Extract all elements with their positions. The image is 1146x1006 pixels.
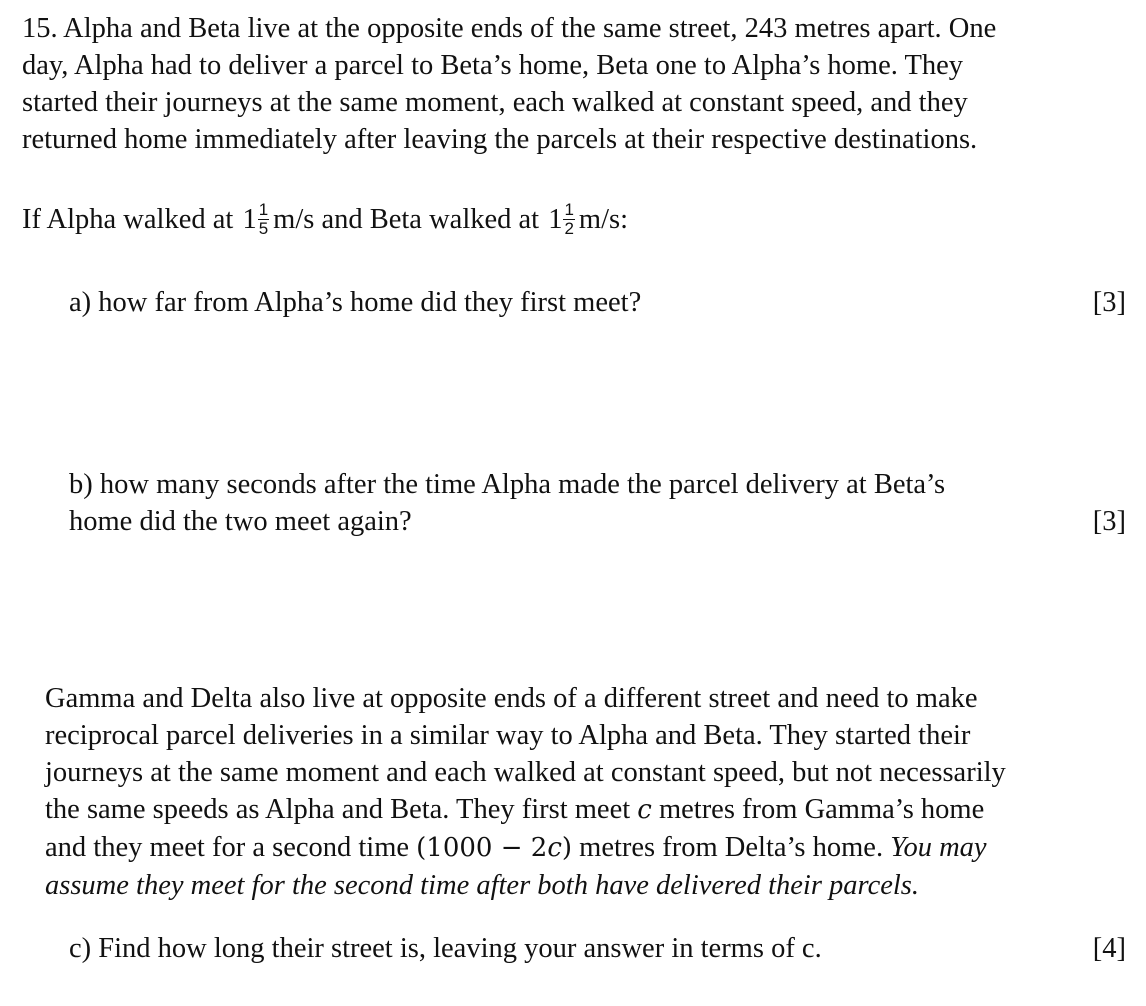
expr-variable-c: c (547, 833, 562, 863)
gamma-line: reciprocal parcel deliveries in a similar way to Alpha and Beta. They started their (45, 720, 971, 751)
gamma-line4-end: metres from Gamma’s home (658, 794, 985, 825)
part-b-question (69, 466, 945, 540)
part-a-question: a) how far from Alpha’s home did they first meet? (69, 287, 642, 318)
speeds-middle: m/s and Beta walked at (273, 204, 540, 235)
beta-speed-numerator: 1 (564, 199, 574, 219)
part-a-marks: [3] (1092, 287, 1126, 318)
second-meet-expression (416, 833, 572, 863)
gamma-line5-start: and they meet for a second time (45, 832, 410, 863)
gamma-line: journeys at the same moment and each walked at constant speed, but not necessarily (45, 757, 1006, 788)
intro-line: returned home immediately after leaving the parcels at their respective destinations. (22, 124, 978, 155)
expr-close: ) (561, 833, 573, 863)
gamma-line5-end: metres from Delta’s home. (579, 832, 884, 863)
beta-speed-whole: 1 (548, 204, 563, 235)
part-c-question: c) Find how long their street is, leaving your answer in terms of c. (69, 933, 822, 964)
part-c-marks: [4] (1092, 933, 1126, 964)
gamma-line: Gamma and Delta also live at opposite ends of a different street and need to make (45, 683, 978, 714)
gamma-delta-paragraph (45, 680, 1006, 904)
part-b-line: home did the two meet again? (69, 506, 412, 537)
beta-speed-fraction (563, 201, 574, 238)
intro-line: 15. Alpha and Beta live at the opposite ends of the same street, 243 metres apart. One (22, 13, 997, 44)
part-b-line: b) how many seconds after the time Alpha made the parcel delivery at Beta’s (69, 469, 946, 500)
alpha-speed-fraction (258, 201, 269, 238)
beta-speed-denominator: 2 (564, 218, 574, 238)
speeds-suffix: m/s: (578, 204, 629, 235)
variable-c: c (637, 795, 652, 825)
gamma-line5-italic: You may (890, 832, 987, 863)
speeds-prefix: If Alpha walked at (22, 204, 234, 235)
gamma-line4-start: the same speeds as Alpha and Beta. They first meet (45, 794, 631, 825)
expr-open: (1000 − 2 (416, 833, 548, 863)
part-b-marks: [3] (1092, 506, 1126, 537)
alpha-speed-denominator: 5 (258, 218, 269, 238)
gamma-line (45, 829, 1006, 867)
gamma-line-italic: assume they meet for the second time after both have delivered their parcels. (45, 870, 920, 901)
gamma-line (45, 791, 1006, 829)
alpha-speed-numerator: 1 (258, 199, 269, 219)
intro-line: day, Alpha had to deliver a parcel to Beta’s home, Beta one to Alpha’s home. They (22, 50, 964, 81)
intro-line: started their journeys at the same moment, each walked at constant speed, and they (22, 87, 968, 118)
speeds-statement (22, 198, 628, 248)
question-intro (22, 10, 996, 158)
alpha-speed-whole: 1 (242, 204, 257, 235)
